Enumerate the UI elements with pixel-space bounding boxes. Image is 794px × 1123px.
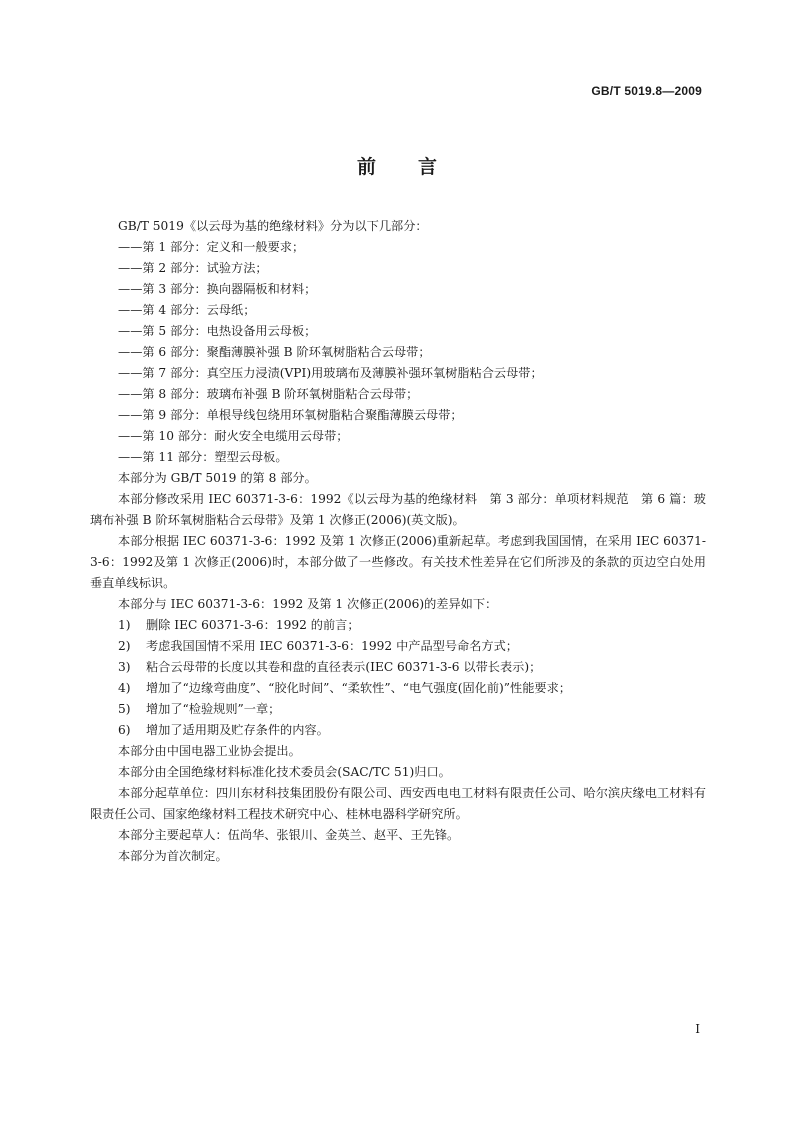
- difference-number: 6): [118, 723, 131, 737]
- body-paragraph: 本部分由中国电器工业协会提出。: [118, 744, 301, 758]
- difference-item: [90, 699, 706, 720]
- parts-list-item: ——第 8 部分：玻璃布补强 B 阶环氧树脂粘合云母带；: [118, 387, 419, 401]
- document-body: [90, 216, 706, 867]
- body-paragraph: 本部分由全国绝缘材料标准化技术委员会(SAC/TC 51)归口。: [118, 765, 451, 779]
- page-title: [0, 152, 794, 179]
- difference-item: [90, 657, 706, 678]
- difference-text: 增加了“检验规则”一章；: [146, 702, 281, 716]
- title-char-2: 言: [418, 156, 438, 178]
- difference-item: [90, 636, 706, 657]
- difference-number: 1): [118, 618, 131, 632]
- body-paragraph: 本部分与 IEC 60371-3-6：1992 及第 1 次修正(2006)的差异如下：: [118, 597, 498, 611]
- standard-number: GB/T 5019.8—2009: [591, 84, 702, 98]
- difference-number: 5): [118, 702, 131, 716]
- difference-item: [90, 678, 706, 699]
- parts-list-item: ——第 3 部分：换向器隔板和材料；: [118, 282, 317, 296]
- title-char-1: 前: [356, 156, 376, 178]
- body-paragraph: 本部分根据 IEC 60371-3-6：1992 及第 1 次修正(2006)重新起草。考虑到我国国情，在采用 IEC 60371-3-6：1992及第 1 次修正(2006)时，本部分做了一些修改。有关技术性差异在它们所涉及的条款的页边空白处用垂直单线标识。: [90, 534, 706, 590]
- difference-text: 增加了“边缘弯曲度”、“胶化时间”、“柔软性”、“电气强度(固化前)”性能要求；: [146, 681, 571, 695]
- difference-text: 增加了适用期及贮存条件的内容。: [146, 723, 329, 737]
- difference-text: 考虑我国国情不采用 IEC 60371-3-6：1992 中产品型号命名方式；: [146, 639, 518, 653]
- difference-text: 删除 IEC 60371-3-6：1992 的前言；: [146, 618, 360, 632]
- parts-list-item: ——第 7 部分：真空压力浸渍(VPI)用玻璃布及薄膜补强环氧树脂粘合云母带；: [118, 366, 543, 380]
- difference-item: [90, 615, 706, 636]
- body-paragraph: 本部分修改采用 IEC 60371-3-6：1992《以云母为基的绝缘材料 第 3 部分：单项材料规范 第 6 篇：玻璃布补强 B 阶环氧树脂粘合云母带》及第 1 次修正(2006)(英文版)。: [90, 492, 706, 527]
- intro-paragraph: GB/T 5019《以云母为基的绝缘材料》分为以下几部分：: [118, 219, 428, 233]
- difference-text: 粘合云母带的长度以其卷和盘的直径表示(IEC 60371-3-6 以带长表示)；: [146, 660, 542, 674]
- parts-list-item: ——第 4 部分：云母纸；: [118, 303, 256, 317]
- difference-number: 2): [118, 639, 131, 653]
- parts-list-item: ——第 10 部分：耐火安全电缆用云母带；: [118, 429, 349, 443]
- parts-list-item: ——第 2 部分：试验方法；: [118, 261, 268, 275]
- body-paragraph: 本部分为首次制定。: [118, 849, 228, 863]
- parts-list-item: ——第 6 部分：聚酯薄膜补强 B 阶环氧树脂粘合云母带；: [118, 345, 431, 359]
- difference-item: [90, 720, 706, 741]
- page-number: I: [695, 1022, 700, 1036]
- parts-list-item: ——第 5 部分：电热设备用云母板；: [118, 324, 317, 338]
- parts-list-item: ——第 9 部分：单根导线包绕用环氧树脂粘合聚酯薄膜云母带；: [118, 408, 463, 422]
- difference-number: 3): [118, 660, 131, 674]
- body-paragraph: 本部分主要起草人：伍尚华、张银川、金英兰、赵平、王先锋。: [118, 828, 460, 842]
- body-paragraph: 本部分起草单位：四川东材科技集团股份有限公司、西安西电电工材料有限责任公司、哈尔滨庆缘电工材料有限责任公司、国家绝缘材料工程技术研究中心、桂林电器科学研究所。: [90, 786, 706, 821]
- parts-list-item: ——第 1 部分：定义和一般要求；: [118, 240, 305, 254]
- body-paragraph: 本部分为 GB/T 5019 的第 8 部分。: [118, 471, 317, 485]
- parts-list-item: ——第 11 部分：塑型云母板。: [118, 450, 288, 464]
- difference-number: 4): [118, 681, 131, 695]
